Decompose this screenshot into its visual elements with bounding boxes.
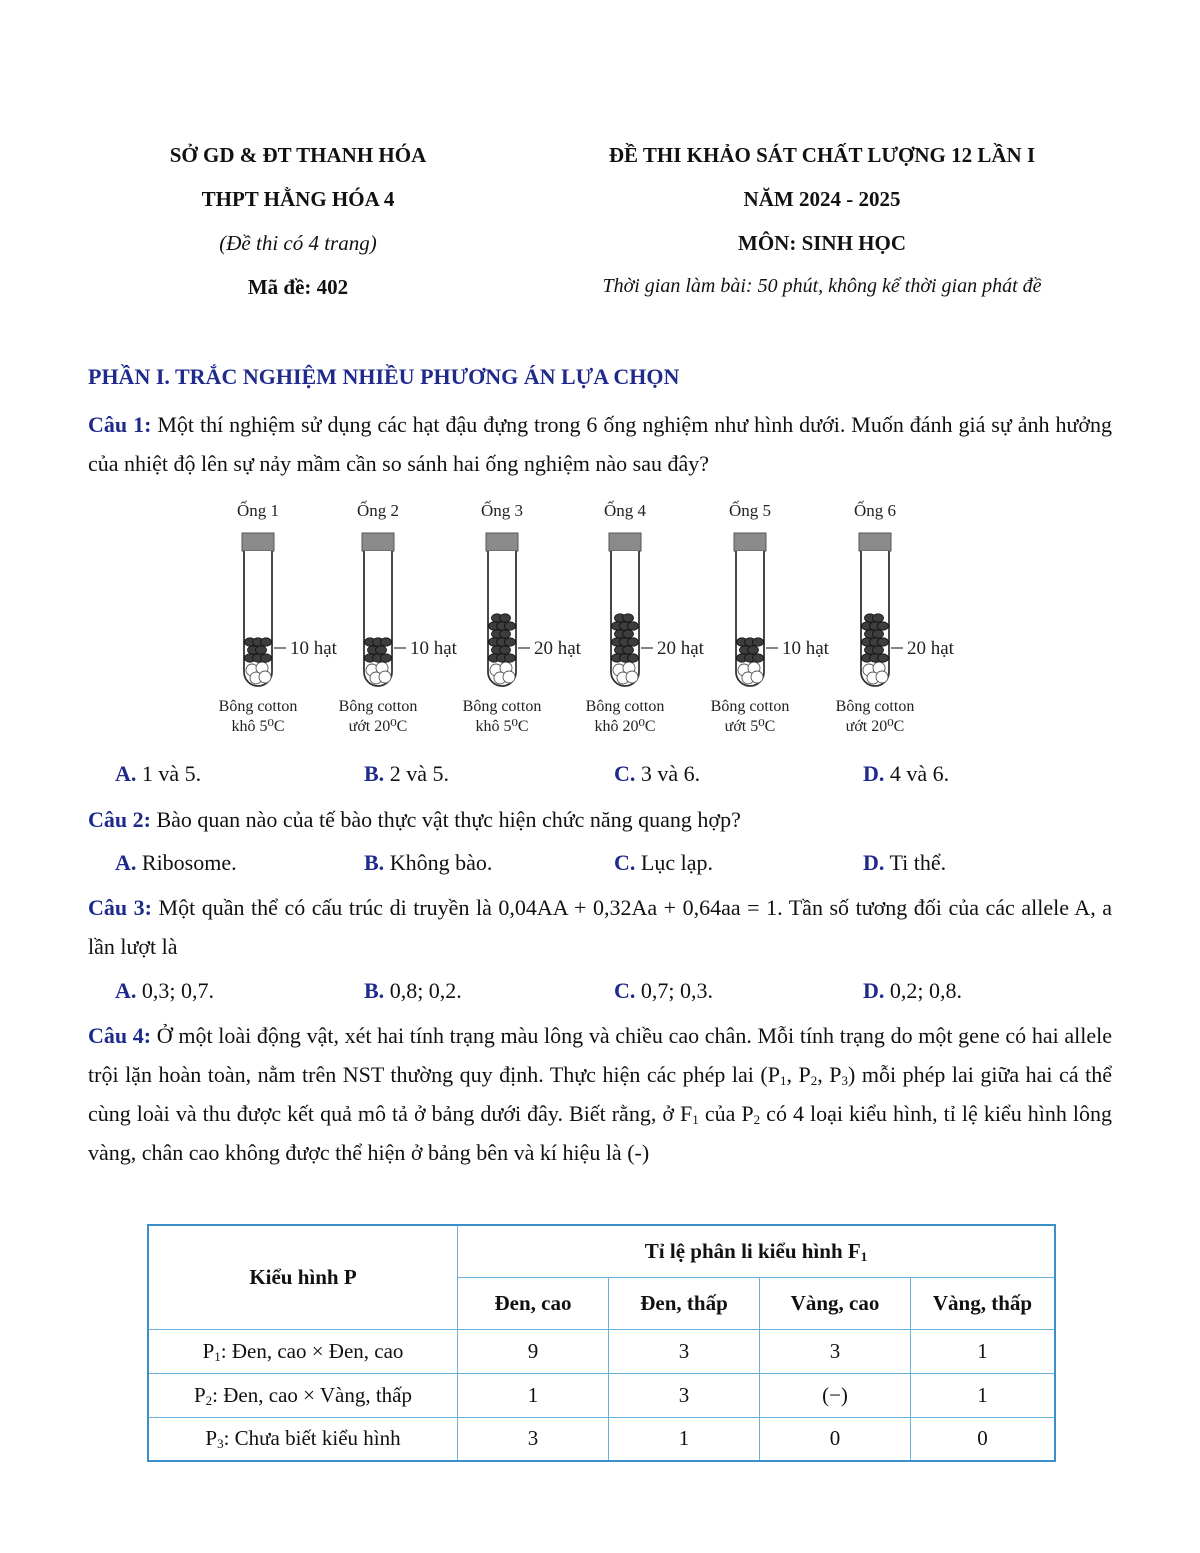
subscript: 2: [810, 1073, 818, 1088]
test-tube-5: [711, 501, 830, 735]
question-text: , P: [786, 1062, 811, 1087]
seed: [873, 614, 884, 622]
header-vang-thap: Vàng, thấp: [911, 1277, 1056, 1329]
table-cell: 1: [911, 1329, 1056, 1373]
test-tubes-figure: [190, 496, 1010, 746]
question-label: Câu 2:: [88, 807, 151, 832]
question-text: Ở một loài động vật, xét hai tính trạng màu lông và chiều cao chân. Mỗi tính trạng do một gene có hai allele trội lặn hoàn toàn, nằm trên NST thường quy định. Thực hiện các phép lai (P: [88, 1023, 1112, 1087]
option-key: D.: [863, 850, 885, 875]
option-key: B.: [364, 850, 385, 875]
subscript: 1: [860, 1248, 868, 1264]
subscript: 1: [692, 1112, 699, 1127]
option-text: 2 và 5.: [384, 761, 449, 786]
option-key: A.: [115, 761, 137, 786]
table-cell: 3: [458, 1417, 609, 1461]
seed: [753, 654, 764, 662]
seed-count: 20 hạt: [907, 638, 954, 659]
condition-label: ướt 20⁰C: [348, 718, 408, 735]
subscript: 2: [205, 1392, 213, 1408]
question-4: [88, 1016, 1112, 1172]
option-text: Ti thể.: [884, 850, 947, 875]
department-name: SỞ GD & ĐT THANH HÓA: [169, 143, 427, 167]
exam-time-note: Thời gian làm bài: 50 phút, không kể thời gian phát đề: [602, 275, 1042, 297]
row-desc: : Đen, cao × Vàng, thấp: [212, 1382, 412, 1407]
row-label: [148, 1373, 458, 1417]
seed: [261, 654, 272, 662]
option-a[interactable]: [115, 850, 237, 876]
option-text: 0,2; 0,8.: [884, 978, 963, 1003]
seed: [500, 646, 511, 654]
tube-stopper: [859, 533, 891, 551]
seed: [500, 630, 511, 638]
tube-stopper: [609, 533, 641, 551]
seed: [753, 638, 764, 646]
question-label: Câu 1:: [88, 412, 152, 437]
option-c[interactable]: [614, 761, 700, 787]
row-p: P: [193, 1382, 206, 1407]
exam-year: NĂM 2024 - 2025: [743, 187, 901, 211]
table-cell: 0: [760, 1417, 911, 1461]
condition-label: khô 5⁰C: [475, 718, 529, 735]
seed: [505, 622, 516, 630]
tube-name: Ống 6: [853, 501, 897, 520]
cotton-puff: [751, 671, 763, 683]
seed: [505, 654, 516, 662]
tube-stopper: [486, 533, 518, 551]
option-text: Ribosome.: [136, 850, 237, 875]
section-title: PHẦN I. TRẮC NGHIỆM NHIỀU PHƯƠNG ÁN LỰA CHỌN: [88, 364, 680, 389]
header-parent-phenotype: Kiểu hình P: [148, 1225, 458, 1329]
subscript: 1: [214, 1348, 221, 1364]
option-d[interactable]: [863, 978, 962, 1004]
table-cell: 3: [760, 1329, 911, 1373]
tube-name: Ống 4: [603, 501, 647, 520]
seed-count: 20 hạt: [534, 638, 581, 659]
seed: [873, 630, 884, 638]
header-vang-cao: Vàng, cao: [760, 1277, 911, 1329]
table-cell: 3: [609, 1329, 760, 1373]
row-desc: : Đen, cao × Đen, cao: [220, 1338, 404, 1363]
seed: [628, 622, 639, 630]
option-b[interactable]: [364, 761, 449, 787]
question-text: Một quần thể có cấu trúc di truyền là 0,04AA + 0,32Aa + 0,64aa = 1. Tần số tương đối của các allele A, a lần lượt là: [88, 895, 1113, 959]
row-label: [148, 1329, 458, 1373]
table-cell: 1: [458, 1373, 609, 1417]
option-key: D.: [863, 761, 885, 786]
option-text: Không bào.: [384, 850, 493, 875]
phenotype-table: [147, 1224, 1056, 1462]
option-key: A.: [115, 850, 137, 875]
seed: [623, 614, 634, 622]
option-c[interactable]: [614, 978, 713, 1004]
question-2: [88, 800, 1112, 839]
option-key: C.: [614, 978, 636, 1003]
table-cell: 3: [609, 1373, 760, 1417]
cotton-label: Bông cotton: [218, 698, 298, 715]
question-text: Bào quan nào của tế bào thực vật thực hiện chức năng quang hợp?: [150, 807, 741, 832]
seed: [500, 614, 511, 622]
tube-stopper: [734, 533, 766, 551]
cotton-label: Bông cotton: [835, 698, 915, 715]
option-key: C.: [614, 761, 636, 786]
school-name: THPT HẰNG HÓA 4: [201, 187, 395, 211]
table-cell: 1: [609, 1417, 760, 1461]
table-cell: (−): [760, 1373, 911, 1417]
option-text: Lục lạp.: [635, 850, 713, 875]
cotton-label: Bông cotton: [338, 698, 418, 715]
row-p: P: [202, 1338, 215, 1363]
page-count-note: (Đề thi có 4 trang): [219, 231, 377, 255]
option-d[interactable]: [863, 761, 949, 787]
cotton-label: Bông cotton: [585, 698, 665, 715]
condition-label: ướt 5⁰C: [724, 718, 776, 735]
tube-stopper: [242, 533, 274, 551]
condition-label: khô 20⁰C: [594, 718, 656, 735]
option-text: 0,3; 0,7.: [136, 978, 215, 1003]
question-1: [88, 405, 1112, 483]
option-key: A.: [115, 978, 137, 1003]
question-text: Một thí nghiệm sử dụng các hạt đậu đựng trong 6 ống nghiệm như hình dưới. Muốn đánh giá sự ảnh hưởng của nhiệt độ lên sự nảy mầm cần so sánh hai ống nghiệm nào sau đây?: [88, 412, 1112, 476]
seed-count: 20 hạt: [657, 638, 704, 659]
exam-code: Mã đề: 402: [247, 275, 349, 299]
seed: [878, 654, 889, 662]
question-text: ) mỗi phép lai giữa hai cá thể cùng loài và thu được kết quả mô tả ở bảng dưới đây. Biết rằng, ở F: [88, 1062, 1112, 1126]
seed: [256, 646, 267, 654]
seed: [376, 646, 387, 654]
option-c[interactable]: [614, 850, 713, 876]
test-tube-3: [463, 501, 582, 735]
seed: [623, 646, 634, 654]
question-text: có 4 loại kiểu hình, tỉ lệ kiểu hình lông vàng, chân cao không được thể hiện ở bảng bên và kí hiệu là (-): [88, 1101, 1112, 1165]
option-b[interactable]: [364, 978, 462, 1004]
table-cell: 1: [911, 1373, 1056, 1417]
option-text: 1 và 5.: [136, 761, 202, 786]
table-cell: 0: [911, 1417, 1056, 1461]
seed-count: 10 hạt: [782, 638, 829, 659]
table-row: [148, 1417, 1055, 1461]
test-tube-6: [836, 501, 955, 735]
seed: [878, 622, 889, 630]
subscript: 2: [753, 1112, 761, 1127]
cotton-puff: [259, 671, 271, 683]
cotton-puff: [503, 671, 515, 683]
condition-label: khô 5⁰C: [231, 718, 285, 735]
subscript: 3: [841, 1073, 848, 1088]
test-tube-2: [339, 501, 458, 735]
question-label: Câu 4:: [88, 1023, 152, 1048]
question-text: của P: [698, 1101, 754, 1126]
option-text: 4 và 6.: [884, 761, 950, 786]
subscript: 3: [217, 1436, 224, 1452]
option-b[interactable]: [364, 850, 492, 876]
option-d[interactable]: [863, 850, 946, 876]
option-a[interactable]: [115, 978, 214, 1004]
tube-name: Ống 5: [728, 501, 772, 520]
cotton-puff: [626, 671, 638, 683]
header-f1-ratio: [458, 1225, 1056, 1277]
subscript: 1: [780, 1073, 787, 1088]
option-a[interactable]: [115, 761, 201, 787]
header-den-cao: Đen, cao: [458, 1277, 609, 1329]
seed: [623, 630, 634, 638]
cotton-puff: [379, 671, 391, 683]
seed-count: 10 hạt: [410, 638, 457, 659]
option-key: B.: [364, 761, 385, 786]
header-den-thap: Đen, thấp: [609, 1277, 760, 1329]
cotton-puff: [876, 671, 888, 683]
row-p: P: [205, 1426, 218, 1451]
row-label: [148, 1417, 458, 1461]
option-text: 0,7; 0,3.: [635, 978, 714, 1003]
option-key: D.: [863, 978, 885, 1003]
seed: [878, 638, 889, 646]
option-key: C.: [614, 850, 636, 875]
question-3: [88, 888, 1112, 966]
exam-title: ĐỀ THI KHẢO SÁT CHẤT LƯỢNG 12 LẦN I: [608, 143, 1036, 167]
seed: [381, 654, 392, 662]
seed: [505, 638, 516, 646]
tube-name: Ống 1: [236, 501, 280, 520]
table-cell: 9: [458, 1329, 609, 1373]
row-desc: : Chưa biết kiểu hình: [223, 1426, 401, 1451]
table-row: [148, 1329, 1055, 1373]
question-label: Câu 3:: [88, 895, 152, 920]
seed: [873, 646, 884, 654]
option-key: B.: [364, 978, 385, 1003]
test-tube-4: [586, 501, 705, 735]
seed-count: 10 hạt: [290, 638, 337, 659]
cotton-label: Bông cotton: [462, 698, 542, 715]
test-tube-1: [219, 501, 338, 735]
tube-name: Ống 3: [480, 501, 524, 520]
option-text: 0,8; 0,2.: [384, 978, 462, 1003]
table-row: [148, 1373, 1055, 1417]
exam-subject: MÔN: SINH HỌC: [738, 231, 906, 255]
seed: [628, 638, 639, 646]
question-text: , P: [817, 1062, 842, 1087]
seed: [381, 638, 392, 646]
seed: [628, 654, 639, 662]
cotton-label: Bông cotton: [710, 698, 790, 715]
condition-label: ướt 20⁰C: [845, 718, 905, 735]
option-text: 3 và 6.: [635, 761, 701, 786]
seed: [261, 638, 272, 646]
header-f1-ratio-text: Tỉ lệ phân li kiểu hình F: [644, 1238, 861, 1263]
tube-stopper: [362, 533, 394, 551]
seed: [748, 646, 759, 654]
tube-name: Ống 2: [356, 501, 400, 520]
